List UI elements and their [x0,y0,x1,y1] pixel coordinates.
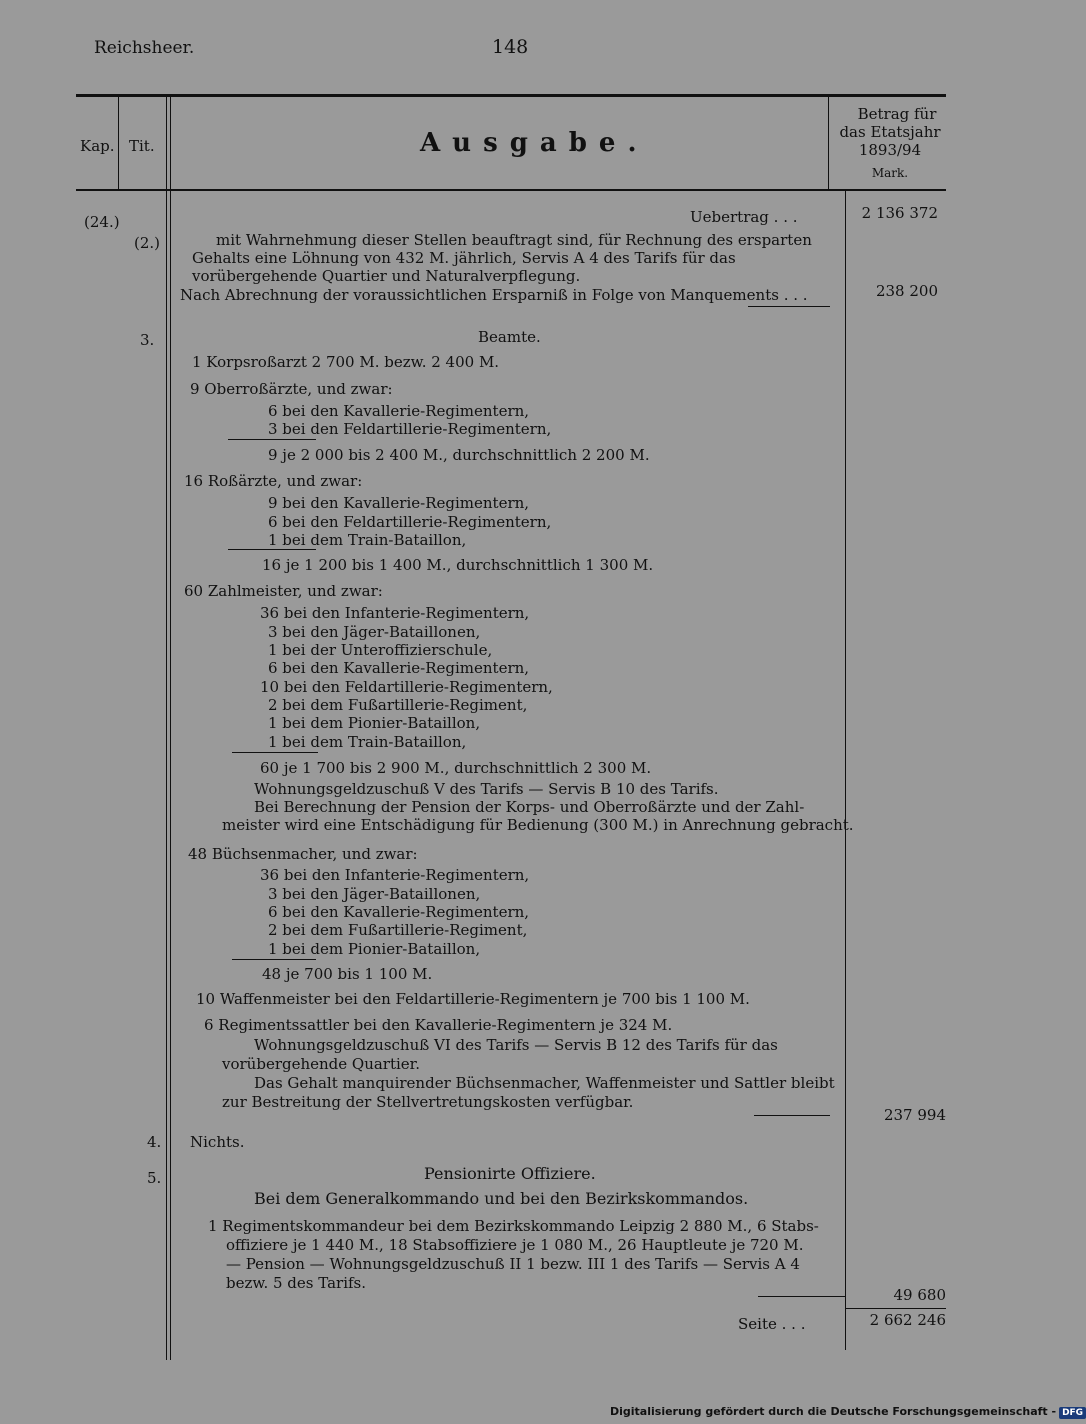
sum-rule [758,1296,846,1297]
sum-rule [232,959,316,960]
sum-rule [748,306,830,307]
text-line: 60 Zahlmeister, und zwar: [184,582,383,600]
amount-seite: 2 662 246 [869,1311,946,1329]
sum-rule [754,1115,830,1116]
running-title: Reichsheer. [94,38,195,58]
text-line: mit Wahrnehmung dieser Stellen beauftragt sind, für Rechnung des ersparten [216,231,812,249]
text-line: 6 bei den Kavallerie-Regimentern, [268,402,530,420]
section-subheading: Bei dem Generalkommando und bei den Bezirkskommandos. [254,1189,749,1208]
text-line: 9 bei den Kavallerie-Regimentern, [268,494,530,512]
text-line: 48 je 700 bis 1 100 M. [262,965,433,983]
table-top-rule [76,94,946,97]
text-line: Nach Abrechnung der voraussichtlichen Ersparniß in Folge von Manquements . . . [180,286,808,304]
uebertrag-label: Uebertrag . . . [690,208,798,226]
text-line: 2 bei dem Fußartillerie-Regiment, [268,696,528,714]
text-line: 1 bei der Unteroffizierschule, [268,641,493,659]
text-line: 2 bei dem Fußartillerie-Regiment, [268,921,528,939]
tit-marker-5: 5. [147,1169,162,1187]
text-line: 36 bei den Infanterie-Regimentern, [260,866,530,884]
text-line: 1 bei dem Train-Bataillon, [268,531,467,549]
text-line: Wohnungsgeldzuschuß V des Tarifs — Servis B 10 des Tarifs. [254,780,719,798]
col-divider-amount [845,190,846,1350]
amount-tit-2: 238 200 [875,282,938,300]
table-header-rule [76,189,946,191]
page-number: 148 [492,36,529,58]
table-title: Ausgabe. [420,128,649,158]
text-line: 9 je 2 000 bis 2 400 M., durchschnittlich 2 200 M. [268,446,650,464]
tit-marker-4: 4. [147,1133,162,1151]
text-line: 1 Korpsroßarzt 2 700 M. bezw. 2 400 M. [192,353,500,371]
text-line: Bei Berechnung der Pension der Korps- und Oberroßärzte und der Zahl- [254,798,805,816]
section-heading-pensions: Pensionirte Offiziere. [424,1164,596,1183]
text-line: 9 Oberroßärzte, und zwar: [190,380,393,398]
header-kap: Kap. [80,137,115,155]
col-divider-tit [166,95,167,1360]
amount-tit-5: 49 680 [893,1286,946,1304]
col-divider-tit-double [170,95,171,1360]
text-line: — Pension — Wohnungsgeldzuschuß II 1 bezw. III 1 des Tarifs — Servis A 4 [226,1255,800,1273]
text-line: 60 je 1 700 bis 2 900 M., durchschnittlich 2 300 M. [260,759,652,777]
footer-credit [610,1405,1086,1419]
footer-text: Digitalisierung gefördert durch die Deutsche Forschungsgemeinschaft - [610,1405,1057,1418]
text-line: 16 je 1 200 bis 1 400 M., durchschnittlich 1 300 M. [262,556,654,574]
amount-tit-3: 237 994 [883,1106,946,1124]
tit-marker-3: 3. [140,331,155,349]
col-divider-kap [118,95,119,190]
text-line: offiziere je 1 440 M., 18 Stabsoffiziere je 1 080 M., 26 Hauptleute je 720 M. [226,1236,804,1254]
text-line: Nichts. [190,1133,245,1151]
text-line: bezw. 5 des Tarifs. [226,1274,367,1292]
text-line: 3 bei den Jäger-Bataillonen, [268,623,481,641]
text-line: 1 bei dem Train-Bataillon, [268,733,467,751]
text-line: 6 bei den Feldartillerie-Regimentern, [268,513,552,531]
text-line: 1 bei dem Pionier-Bataillon, [268,714,481,732]
text-line: 1 Regimentskommandeur bei dem Bezirkskommando Leipzig 2 880 M., 6 Stabs- [208,1217,819,1235]
total-rule [846,1308,946,1309]
text-line: 6 bei den Kavallerie-Regimentern, [268,659,530,677]
header-unit: Mark. [871,166,909,180]
text-line: Gehalts eine Löhnung von 432 M. jährlich, Servis A 4 des Tarifs für das [192,249,736,267]
tit-marker-2: (2.) [134,234,161,252]
amount-uebertrag: 2 136 372 [861,204,938,222]
text-line: Wohnungsgeldzuschuß VI des Tarifs — Servis B 12 des Tarifs für das [254,1036,778,1054]
text-line: 10 Waffenmeister bei den Feldartillerie-Regimentern je 700 bis 1 100 M. [196,990,750,1008]
header-amount-line1: Betrag für [857,105,937,123]
text-line: 36 bei den Infanterie-Regimentern, [260,604,530,622]
header-amount-line2: das Etatsjahr [839,123,941,141]
dfg-logo: DFG [1059,1407,1086,1419]
header-amount-line3: 1893/94 [858,141,922,159]
text-line: vorübergehende Quartier und Naturalverpflegung. [192,267,581,285]
text-line: 6 Regimentssattler bei den Kavallerie-Regimentern je 324 M. [204,1016,673,1034]
text-line: 10 bei den Feldartillerie-Regimentern, [260,678,553,696]
sum-rule [228,439,316,440]
header-tit: Tit. [129,137,155,155]
kap-marker: (24.) [84,213,120,231]
sum-rule [228,549,316,550]
text-line: vorübergehende Quartier. [222,1055,420,1073]
text-line: 16 Roßärzte, und zwar: [184,472,363,490]
text-line: meister wird eine Entschädigung für Bedienung (300 M.) in Anrechnung gebracht. [222,816,854,834]
seite-label: Seite . . . [738,1315,806,1333]
text-line: Das Gehalt manquirender Büchsenmacher, Waffenmeister und Sattler bleibt [254,1074,835,1092]
text-line: 6 bei den Kavallerie-Regimentern, [268,903,530,921]
section-heading-beamte: Beamte. [478,328,541,346]
text-line: 3 bei den Feldartillerie-Regimentern, [268,420,552,438]
text-line: 3 bei den Jäger-Bataillonen, [268,885,481,903]
text-line: 1 bei dem Pionier-Bataillon, [268,940,481,958]
text-line: 48 Büchsenmacher, und zwar: [188,845,418,863]
sum-rule [232,752,318,753]
text-line: zur Bestreitung der Stellvertretungskosten verfügbar. [222,1093,634,1111]
col-divider-amount-header [828,95,829,190]
